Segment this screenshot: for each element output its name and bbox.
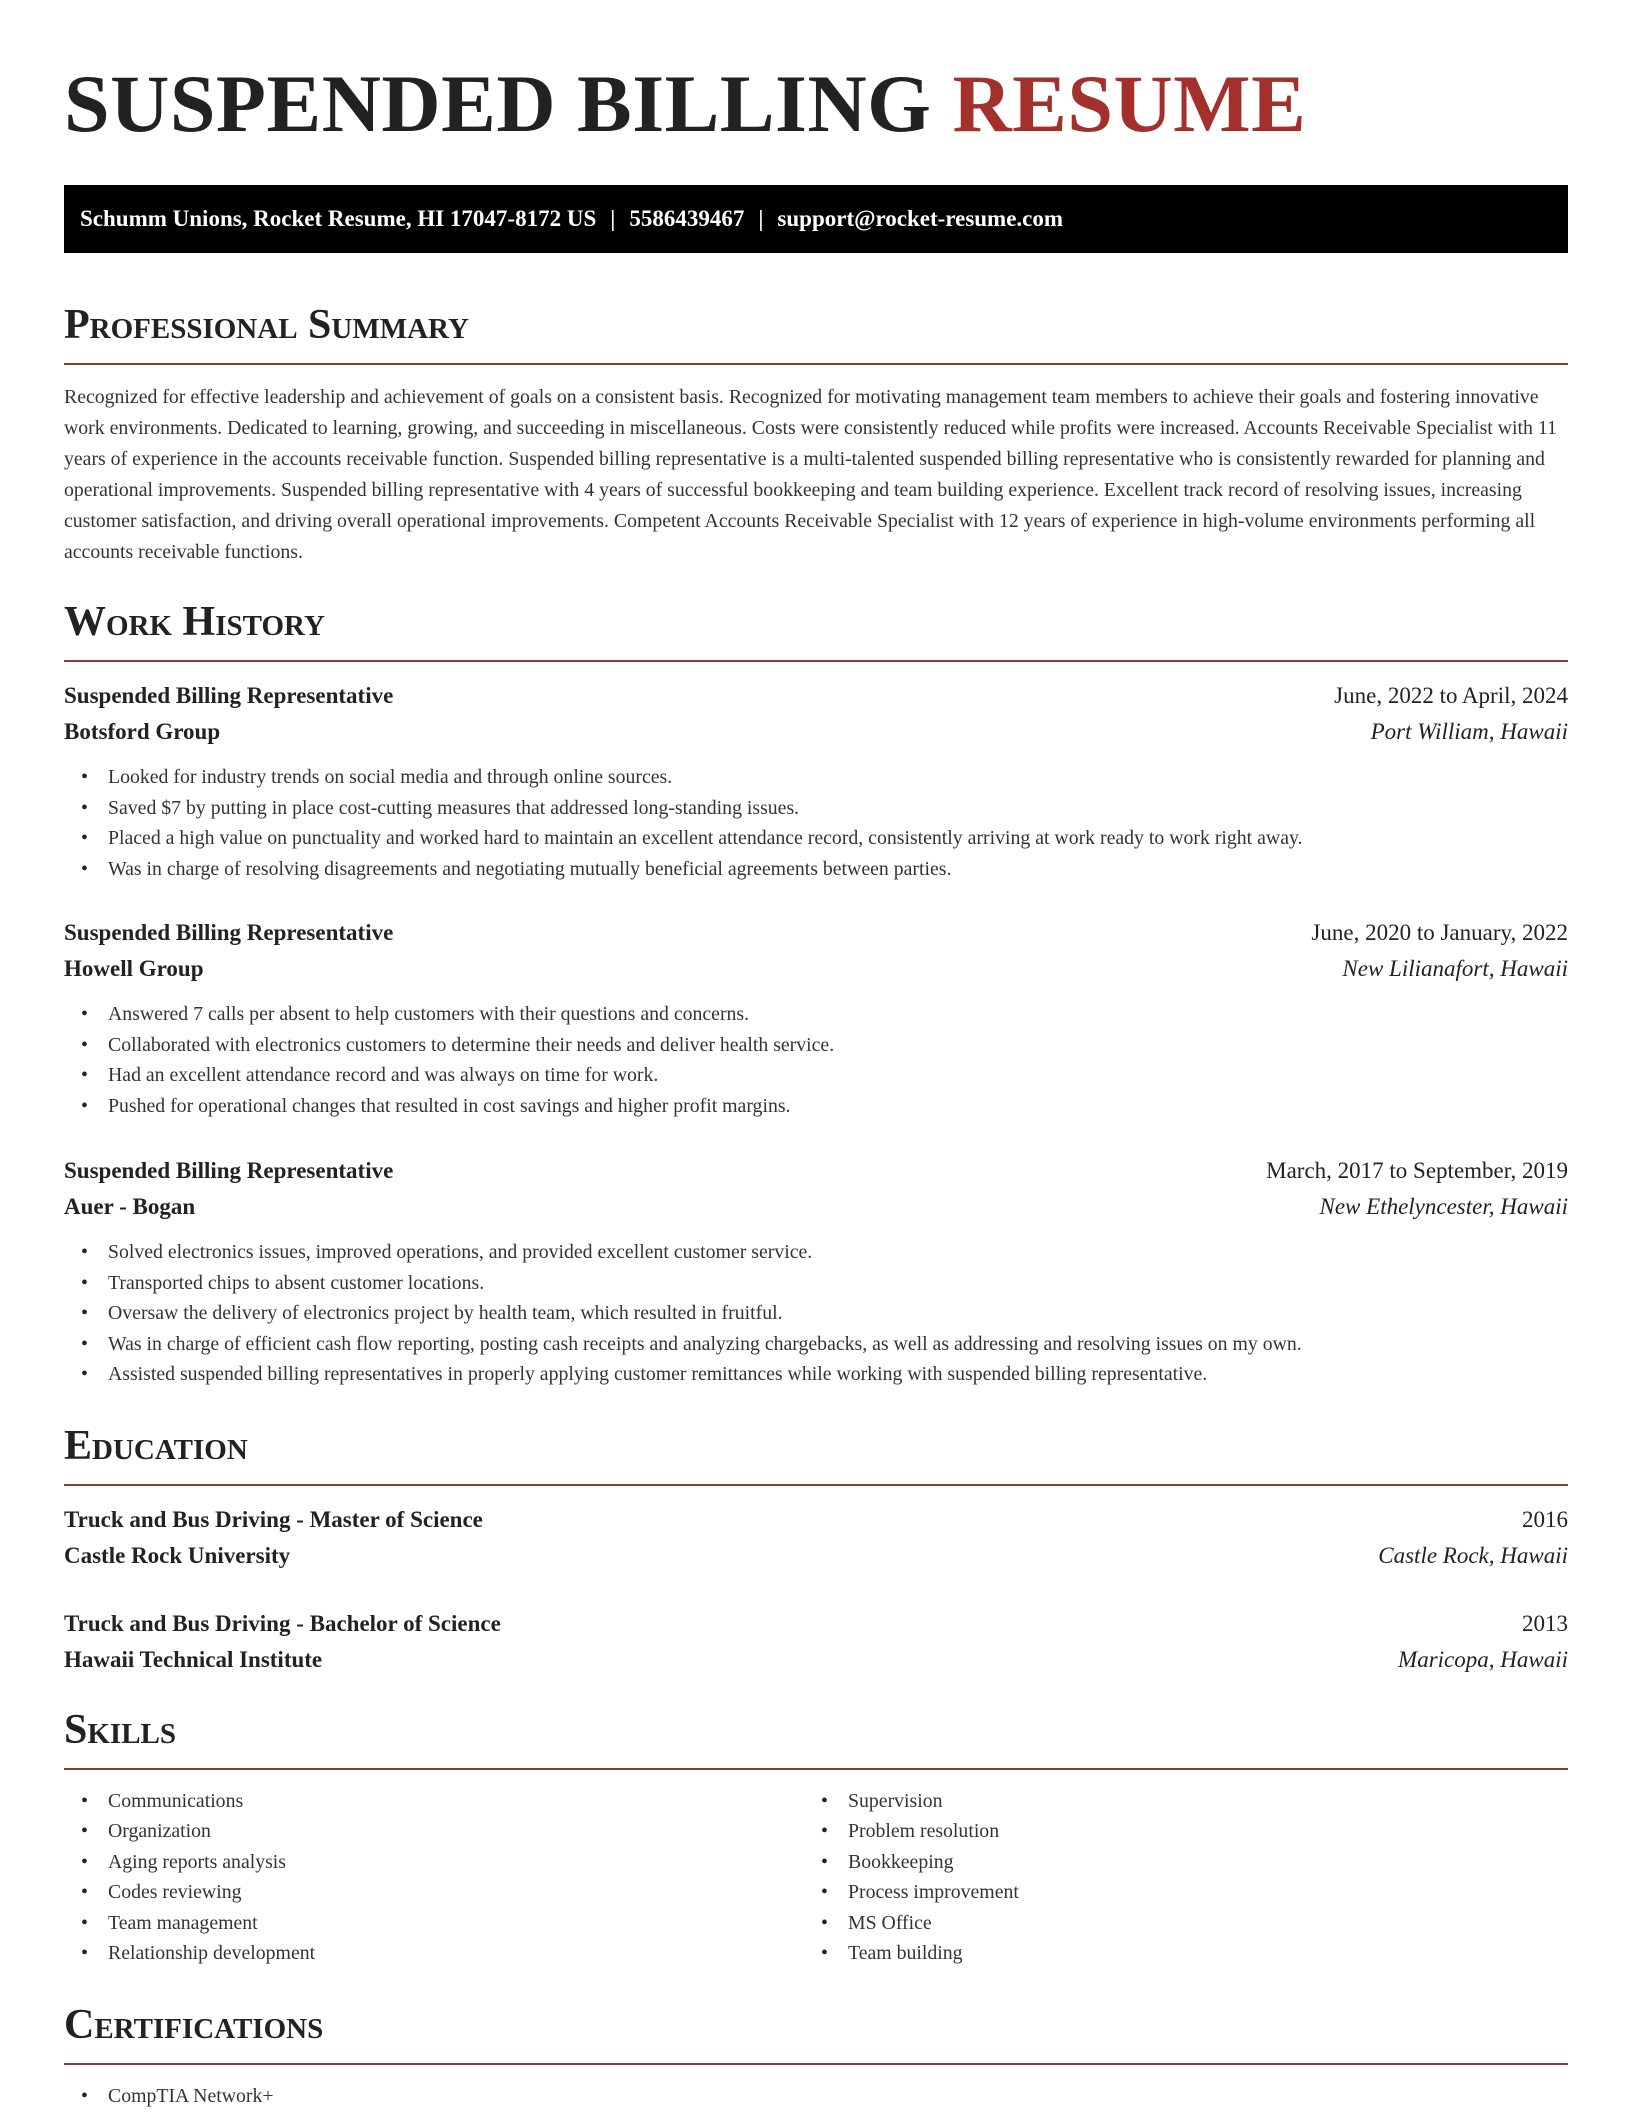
job-entry (64, 678, 1568, 884)
job-header (64, 915, 1568, 951)
job-location: Port William, Hawaii (1370, 719, 1568, 744)
education-entry (64, 1606, 1568, 1678)
list-item: • Looked for industry trends on social media and through online sources. (108, 762, 1568, 793)
list-item: • Transported chips to absent customer locations. (108, 1268, 1568, 1299)
job-company: Botsford Group (64, 719, 221, 744)
section-divider (64, 363, 1568, 365)
contact-separator: | (758, 206, 764, 231)
skills-list-left (64, 1786, 804, 1969)
education-school: Castle Rock University (64, 1542, 291, 1568)
contact-address: Schumm Unions, Rocket Resume, HI 17047-8172 US (80, 206, 597, 231)
skill-item: • Bookkeeping (848, 1847, 1544, 1878)
education-entry (64, 1502, 1568, 1574)
job-dates: March, 2017 to September, 2019 (1266, 1158, 1568, 1183)
job-company: Howell Group (64, 956, 204, 981)
education-subheader (64, 1642, 1568, 1678)
job-entry (64, 1153, 1568, 1390)
skill-item: • MS Office (848, 1908, 1544, 1939)
job-role: Suspended Billing Representative (64, 1158, 394, 1183)
contact-phone: 5586439467 (629, 206, 745, 231)
education-location: Maricopa, Hawaii (1398, 1646, 1568, 1672)
job-bullets (64, 762, 1568, 884)
job-dates: June, 2020 to January, 2022 (1311, 920, 1568, 945)
resume-title (64, 0, 1568, 150)
section-divider (64, 1768, 1568, 1770)
list-item: • Assisted suspended billing representatives in properly applying customer remittances while working with suspended billing representative. (108, 1359, 1568, 1390)
job-subheader (64, 714, 1568, 750)
education-year: 2013 (1522, 1610, 1568, 1636)
summary-text: Recognized for effective leadership and achievement of goals on a consistent basis. Recognized for motivating management team members to achieve their goals and fostering innovative work environments. Dedicated to learning, growing, and succeeding in miscellaneous. Costs were consistently reduced while profits were increased. Accounts Receivable Specialist with 11 years of experience in the accounts receivable function. Suspended billing representative is a multi-talented suspended billing representative who is consistently rewarded for planning and operational improvements. Suspended billing representative with 4 years of successful bookkeeping and team building experience. Excellent track record of resolving issues, increasing customer satisfaction, and driving overall operational improvements. Competent Accounts Receivable Specialist with 12 years of experience in high-volume environments performing all accounts receivable functions. (64, 386, 1557, 563)
job-company: Auer - Bogan (64, 1194, 196, 1219)
certifications-section (64, 2001, 1568, 2112)
contact-separator: | (610, 206, 616, 231)
skills-list-right (804, 1786, 1544, 1969)
skills-section (64, 1706, 1568, 1969)
job-role: Suspended Billing Representative (64, 683, 394, 708)
section-title-education: Education (64, 1422, 248, 1469)
section-title-summary: Professional Summary (64, 302, 469, 348)
skill-item: • Organization (108, 1816, 804, 1847)
contact-bar (64, 185, 1568, 253)
skill-item: • Communications (108, 1786, 804, 1817)
job-subheader (64, 951, 1568, 987)
skill-item: • Relationship development (108, 1938, 804, 1969)
skills-grid (64, 1786, 1568, 1969)
skill-item: • Supervision (848, 1786, 1544, 1817)
contact-email: support@rocket-resume.com (777, 206, 1064, 231)
certifications-list (64, 2081, 1568, 2112)
education-header (64, 1502, 1568, 1538)
skill-item: • Problem resolution (848, 1816, 1544, 1847)
education-subheader (64, 1538, 1568, 1574)
skill-item: • Team management (108, 1908, 804, 1939)
job-location: New Ethelyncester, Hawaii (1319, 1194, 1568, 1219)
list-item: • Pushed for operational changes that resulted in cost savings and higher profit margins. (108, 1091, 1568, 1122)
job-role: Suspended Billing Representative (64, 920, 394, 945)
education-section (64, 1422, 1568, 1678)
list-item: • Collaborated with electronics customers to determine their needs and deliver health service. (108, 1030, 1568, 1061)
section-divider (64, 660, 1568, 662)
certification-item: • CompTIA Network+ (108, 2081, 1568, 2112)
summary-section (64, 301, 1568, 568)
job-header (64, 1153, 1568, 1189)
education-location: Castle Rock, Hawaii (1378, 1542, 1568, 1568)
section-title-certifications: Certifications (64, 2001, 324, 2048)
education-degree: Truck and Bus Driving - Master of Science (64, 1506, 483, 1532)
job-location: New Lilianafort, Hawaii (1342, 956, 1568, 981)
education-degree: Truck and Bus Driving - Bachelor of Science (64, 1610, 501, 1636)
section-divider (64, 2063, 1568, 2065)
list-item: • Had an excellent attendance record and was always on time for work. (108, 1060, 1568, 1091)
job-bullets (64, 1237, 1568, 1390)
list-item: • Answered 7 calls per absent to help customers with their questions and concerns. (108, 999, 1568, 1030)
list-item: • Was in charge of efficient cash flow reporting, posting cash receipts and analyzing chargebacks, as well as addressing and resolving issues on my own. (108, 1329, 1568, 1360)
education-school: Hawaii Technical Institute (64, 1646, 323, 1672)
list-item: • Was in charge of resolving disagreements and negotiating mutually beneficial agreements between parties. (108, 854, 1568, 885)
section-title-work-history: Work History (64, 599, 325, 645)
list-item: • Oversaw the delivery of electronics project by health team, which resulted in fruitful. (108, 1298, 1568, 1329)
title-accent: RESUME (952, 58, 1307, 149)
skill-item: • Aging reports analysis (108, 1847, 804, 1878)
job-entry (64, 915, 1568, 1121)
skill-item: • Process improvement (848, 1877, 1544, 1908)
title-main: SUSPENDED BILLING (64, 58, 932, 149)
job-bullets (64, 999, 1568, 1121)
education-header (64, 1606, 1568, 1642)
section-divider (64, 1484, 1568, 1486)
section-title-skills: Skills (64, 1706, 177, 1753)
job-header (64, 678, 1568, 714)
skill-item: • Team building (848, 1938, 1544, 1969)
job-dates: June, 2022 to April, 2024 (1334, 683, 1568, 708)
list-item: • Placed a high value on punctuality and worked hard to maintain an excellent attendance record, consistently arriving at work ready to work right away. (108, 823, 1568, 854)
list-item: • Saved $7 by putting in place cost-cutting measures that addressed long-standing issues. (108, 793, 1568, 824)
work-history-section (64, 598, 1568, 1390)
skill-item: • Codes reviewing (108, 1877, 804, 1908)
job-subheader (64, 1189, 1568, 1225)
education-year: 2016 (1522, 1506, 1568, 1532)
list-item: • Solved electronics issues, improved operations, and provided excellent customer service. (108, 1237, 1568, 1268)
